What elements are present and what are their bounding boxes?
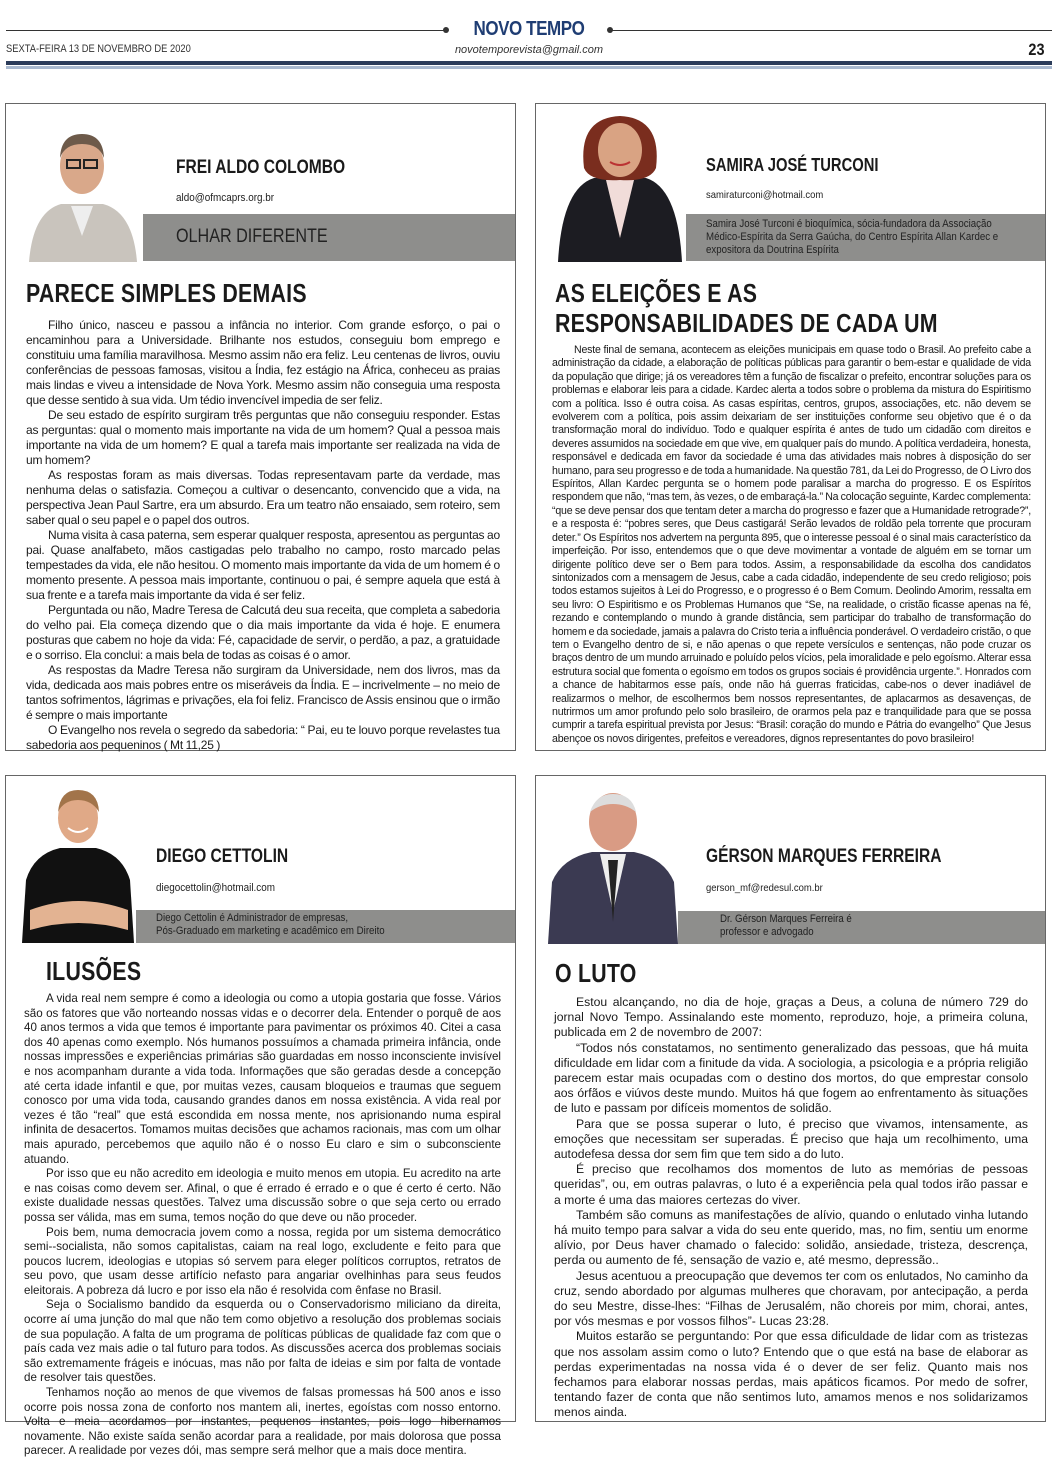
bio-line: Médico-Espírita da Serra Gaúcha, do Centro Espírita Allan Kardec e <box>706 231 999 243</box>
author-name: DIEGO CETTOLIN <box>156 846 289 867</box>
paragraph: As respostas da Madre Teresa não surgiram da Universidade, nem dos livros, mas da vida, dedicada aos mais pobres entre os miseráveis da Índia. E – incrivelmente – no meio de tantos sofrimentos, lágrimas e privações, ela foi feliz. Francisco de Assis ensinou que o irmão é sempre o mais importante <box>26 663 500 722</box>
paragraph: Numa visita à casa paterna, sem esperar qualquer resposta, apresentou as perguntas ao pai. Quase analfabeto, mãos castigadas pelo trabalho no campo, rosto marcado pelas tempestades da vida, ele não hesitou. O momento mais importante da vida de um homem é o momento presente. A pessoa mais importante, continuou o pai, é sempre aquela que está à sua frente e a tarefa mais importante da vida é ser feliz. <box>26 528 500 602</box>
author-name: GÉRSON MARQUES FERREIRA <box>706 846 942 867</box>
article-parece-simples-demais <box>5 103 516 751</box>
article-body <box>26 318 500 753</box>
article-title <box>555 278 938 338</box>
author-photo <box>21 116 143 262</box>
author-photo <box>554 108 686 262</box>
author-email: samiraturconi@hotmail.com <box>706 189 824 201</box>
header-divider-light <box>6 66 1052 69</box>
author-photo <box>548 782 678 944</box>
bio-line: professor e advogado <box>720 926 814 938</box>
bio-line: Samira José Turconi é bioquímica, sócia-fundadora da Associação <box>706 218 992 230</box>
paragraph: Neste final de semana, acontecem as eleições municipais em quase todo o Brasil. Ao prefeito cabe a administração da cidade, a elaboração de políticas públicas para garantir o bem-estar e qualidade de vida da população que dirige; já os vereadores têm a função de fiscalizar o prefeito, encontrar soluções para os problemas e elaborar leis para a cidade. Kardec alerta a todos sobre o problema da mistura do Espiritismo com a política. Isso é outra coisa. As casas espíritas, centros, grupos, associações, etc. não devem se evolverem com a política, pois assim deixariam de ser instituições conforme seu objetivo que é o da transformação moral do indivíduo. Todo e qualquer espírita é antes de tudo um cidadão com direitos e deveres assumidos na sociedade em que vive, em qualquer país do mundo. A política verdadeira, honesta, responsável e dedicada em favor da sociedade é uma das atividades mais nobres à disposição do ser humano, para seu progresso e de toda a humanidade. Na questão 781, da Lei do Progresso, de O Livro dos Espíritos, Allan Kardec pergunta se o homem pode paralisar a marcha do progresso. E os Espíritos respondem que não, “mas tem, às vezes, o de embaraçá-la.” Na colocação seguinte, Kardec complementa: “que se deve pensar dos que tentam deter a marcha do progresso e fazer que a Humanidade retrograde?”, e a resposta é: “pobres seres, que Deus castigará! Serão levados de roldão pela torrente que procuram deter.” Os Espíritos nos advertem na pergunta 895, que o interesse pessoal é o sinal mais característico da imperfeição. Por isso, entendemos que o que deve movimentar a vontade de alguém em se tornar um dirigente político deve ser o Bem para todos. Assim, a responsabilidade da escolha dos candidatos sintonizados com a mensagem de Jesus, cabe a cada cidadão, independente de seu credo religioso; pois todos estamos sujeitos à Lei do Progresso, e o progresso é o Bem Comum. Deolindo Amorim, ressalta em seu livro: O Espiritismo e os Problemas Humanos que “Se, na realidade, o cristão ficasse apenas na fé, rezando e contemplando o mundo à grande distância, sem participar do trabalho de transformação do homem e da sociedade, jamais a palavra do Cristo teria a influência ponderável. O verdadeiro cristão, o que tem o Evangelho dentro de si, e não apenas o que repete versículos e sentenças, não pode cruzar os braços dentro de um mundo arruinado e poluído pelos vícios, pela imoralidade e pelo egoísmo. Alterar essa estrutura social que fomenta o egoísmo em todos os grupos sociais é providência urgente.”. Honrados com a chance de habitarmos esse país, onde não há guerras fraticidas, cabe-nos o dever inadiável de realizarmos o melhor, de escolhermos bem nossos representantes, de aplacarmos as desavenças, de nutrirmos um amor profundo pelo solo brasileiro, de orarmos pela paz e tranquilidade para que se possa cumprir a tarefa espiritual prevista por Jesus: “Brasil: coração do mundo e Pátria do evangelho” Que Jesus abençoe os novos dirigentes, prefeitos e vereadores, dignos representantes do povo brasileiro! <box>552 344 1031 745</box>
article-eleicoes <box>535 103 1046 751</box>
paragraph: Muitos estarão se perguntando: Por que essa dificuldade de lidar com as tristezas que nos assolam assim como o luto? Entendo que o que está na base de elaborar as perdas experimentadas na nossa vida é o dever de ser feliz. Quanto mais nos fechamos para elaborar nossas perdas, mais apáticos ficamos. Por medo de sofrer, tentando fazer de conta que não sentimos luto, amamos menos e nos solidarizamos menos ainda. <box>554 1329 1028 1420</box>
paragraph: Estou alcançando, no dia de hoje, graças a Deus, a coluna de número 729 do jornal Novo Tempo. Assinalando este momento, reproduzo, hoje, a primeira coluna, publicada em 2 de novembro de 2007: <box>554 995 1028 1040</box>
paragraph: “Todos nós constatamos, no sentimento generalizado das pessoas, que há muita dificuldade em lidar com a finitude da vida. A sociologia, a psicologia e a própria religião parecem estar mais ocupadas com o destino dos mortos, do que emprestar consolo aos órfãos e viúvos deste mundo. Muitos há que fogem ao enfrentamento às situações de luto e passam por difíceis momentos de solidão. <box>554 1040 1028 1116</box>
paragraph: A vida real nem sempre é como a ideologia ou como a utopia gostaria que fosse. Vários são os fatores que vão norteando nossas vidas e o decorrer dela. Entender o porquê de aos 40 anos termos a vida que temos é importante para pavimentar os próximos 40. Citei a casa dos 40 apenas como exemplo. Nós humanos possuímos a chamada primeira infância, onde nossas impressões e experiências primárias são guardadas em nosso inconsciente invisível e nos acompanham durante a vida toda. Informações que são geradas desde a concepção até certa idade infantil e que, por muitas vezes, causam bloqueios e traumas que seguem conosco por uma vida toda, causando grandes danos em nossa existência. A vida real por vezes é tão “real” que está escondida em nossa mente, nos aprisionando numa espiral infinita de desacertos. Tomamos muitas decisões que achamos racionais, mas com um olhar mais apurado, percebemos que aquilo não é o nosso Eu claro e sim o subconsciente atuando. <box>24 992 501 1166</box>
bio-line: Dr. Gérson Marques Ferreira é <box>720 913 852 925</box>
paragraph: As respostas foram as mais diversas. Todas representavam parte da verdade, mas nenhuma delas o satisfazia. Começou a cultivar o desencanto, convencido que a vida, na perspectiva Jean Paul Sartre, era um absurdo. Era um teatro não ensaiado, sem roteiro, sem saber qual o seu papel e o papel dos outros. <box>26 468 500 527</box>
article-o-luto <box>535 775 1046 1422</box>
paragraph: O Evangelho nos revela o segredo da sabedoria: “ Pai, eu te louvo porque revelastes tua sabedoria aos pequeninos ( Mt 11,25 ) <box>26 723 500 752</box>
author-bio <box>706 218 998 257</box>
author-bio <box>156 912 385 938</box>
article-title: ILUSÕES <box>46 956 142 986</box>
author-email: diegocettolin@hotmail.com <box>156 882 276 894</box>
author-email: gerson_mf@redesul.com.br <box>706 882 823 894</box>
page-number: 23 <box>1028 40 1045 59</box>
author-email: aldo@ofmcaprs.org.br <box>176 192 275 204</box>
newspaper-email: novotemporevista@gmail.com <box>454 44 604 56</box>
paragraph: Pois bem, numa democracia jovem como a nossa, regida por um sistema democrático semi--socialista, não somos capitalistas, caiam na real logo, excludente e feito para que poucos lucrem, ideologias e utopias só servem para eleger políticos corruptos, retratos de seu povo, que usam desse artifício nefasto para angariar ovelhinhas para seus feudos eleitorais. A pobreza dá lucro e por isso ela não é resolvida com ênfase no Brasil. <box>24 1225 501 1297</box>
masthead: NOVO TEMPO <box>473 18 585 40</box>
paragraph: É preciso que recolhamos dos momentos de luto as memórias de pessoas queridas”, ou, em outras palavras, o luto é a experiência pela qual todos irão passar e a morte é uma das maiores certezas do viver. <box>554 1162 1028 1207</box>
article-body <box>24 992 501 1459</box>
paragraph: Seja o Socialismo bandido da esquerda ou o Conservadorismo miliciano da direita, ocorre aí uma junção do mal que não tem como objetivo a resolução dos problemas sociais de sua população. A falta de um programa de políticas públicas de qualidade faz com que o país cada vez mais adie o tal futuro para todos. As discussões acerca dos problemas sociais são extremamente frágeis e inócuas, mas não por falta de ideias e sim por falta de vontade de resolver tais questões. <box>24 1298 501 1385</box>
paragraph: Também são comuns as manifestações de alívio, quando o enlutado vinha lutando há muito tempo para salvar a vida do seu ente querido, mas, no fim, sentiu um enorme alívio, por Deus haver chamado o falecido: solidão, ansiedade, tristeza, descrença, perda ou aumento de fé, sensação de vazio e, até mesmo, depressão.. <box>554 1207 1028 1268</box>
paragraph: Filho único, nasceu e passou a infância no interior. Com grande esforço, o pai o encaminhou para a Universidade. Brilhante nos estudos, conseguiu bom emprego e constituiu uma família maravilhosa. Mesmo assim não era feliz. Leu centenas de livros, ouviu conferências de pessoas famosas, visitou a Índia, fez estágio na África, conheceu as praias mais lindas e viveu a intensidade de Nova York. Mesmo assim não conseguia uma resposta que desse sentido à sua vida. Um tédio invencível impedia de ser feliz. <box>26 318 500 407</box>
author-name: FREI ALDO COLOMBO <box>176 157 346 178</box>
bio-line: expositora da Doutrina Espírita <box>706 244 839 256</box>
author-name: SAMIRA JOSÉ TURCONI <box>706 155 879 175</box>
column-name: OLHAR DIFERENTE <box>176 226 328 247</box>
article-body <box>552 344 1031 746</box>
paragraph: Para que se possa superar o luto, é preciso que vivamos, intensamente, as emoções que necessitam ser superadas. É preciso que haja um recolhimento, uma autodefesa dessa dor sem fim que tem sido a do luto. <box>554 1116 1028 1162</box>
article-body <box>554 995 1028 1421</box>
title-line: RESPONSABILIDADES DE CADA UM <box>555 308 938 338</box>
issue-date: SEXTA-FEIRA 13 DE NOVEMBRO DE 2020 <box>6 43 191 55</box>
article-title: PARECE SIMPLES DEMAIS <box>26 278 307 308</box>
author-bio <box>720 913 852 939</box>
article-title: O LUTO <box>555 958 637 988</box>
paragraph: Jesus acentuou a preocupação que devemos ter com os enlutados, No caminho da cruz, sendo abordado por algumas mulheres que choravam, por antecipação, a perda do seu Mestre, disse-lhes: “Filhas de Jerusalém, não choreis por mim, chorai, antes, por vós mesmas e por vossos filhos”- Lucas 23:28. <box>554 1268 1028 1329</box>
paragraph: Perguntada ou não, Madre Teresa de Calcutá deu sua receita, que completa a sabedoria do velho pai. Ela começa dizendo que o dia mais importante da vida é hoje. E enumera posturas que cabem no hoje da vida: Fé, capacidade de servir, o perdão, a paz, a gratuidade e o sorriso. Ela conclui: a mais bela de todas as coisas é o amor. <box>26 603 500 662</box>
author-photo <box>20 780 136 943</box>
paragraph: Tenhamos noção ao menos de que vivemos de falsas promessas há 500 anos e isso ocorre pois nossa zona de conforto nos mantem ali, inertes, egoístas com nosso entorno. Volta e meia acordamos por instantes, pequenos instantes, pois logo hibernamos novamente. Não existe saída senão acordar para a realidade, por mais dolorosa que possa parecer. A realidade por vezes dói, mas sempre será melhor que a mais doce mentira. <box>24 1386 501 1458</box>
paragraph: De seu estado de espírito surgiram três perguntas que não conseguiu responder. Estas as perguntas: qual o momento mais importante na vida de um homem? Qual a pessoa mais importante na vida de um homem? E qual a tarefa mais importante ser realizada na vida de um homem? <box>26 408 500 467</box>
bio-line: Diego Cettolin é Administrador de empresas, <box>156 912 349 924</box>
article-ilusoes <box>5 775 516 1458</box>
title-line: AS ELEIÇÕES E AS <box>555 278 758 308</box>
bio-line: Pós-Graduado em marketing e acadêmico em Direito <box>156 925 385 937</box>
header-divider <box>6 61 1052 65</box>
paragraph: Por isso que eu não acredito em ideologia e muito menos em utopia. Eu acredito na arte e nas coisas como devem ser. Afinal, o que é errado é errado e o que é certo é certo. Não existe dualidade nessas questões. Talvez uma discussão sobre o que seja certo ou errado possa ser válida, mas em suma, temos noção do que deve ou não proceder. <box>24 1167 501 1224</box>
